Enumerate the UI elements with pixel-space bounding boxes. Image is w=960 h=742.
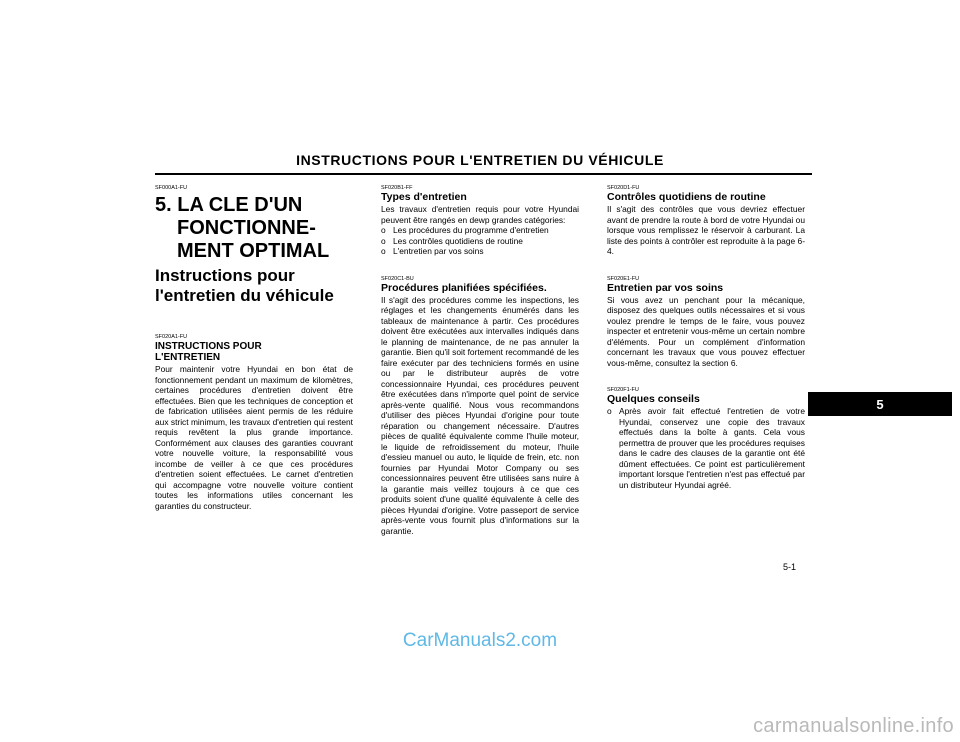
header-rule [155,173,812,175]
chapter-title-line-1: 5. LA CLE D'UN [155,194,303,216]
watermark-carmanualsonline: carmanualsonline.info [753,715,954,737]
section-body: Pour maintenir votre Hyundai en bon état de fonctionnement pendant un maximum de kilomètres, certaines procédures d'entretien doivent être effectuées. Bien que les techniques de conception et de fabrication utilisées aient permis de les réduire aux strict minimum, les travaux d'entretien qui restent requis revêtent la plus grande importance. Conformément aux clauses des garanties couvrant votre nouvelle voiture, la responsabilité vous incombe de veiller à ce que ces procédures d'entretien soient effectuées. Le carnet d'entretien qui accompagne votre nouvelle voiture contient toutes les informations utiles concernant les garanties du constructeur. [155,364,353,511]
bullet-mark: o [381,246,386,256]
chapter-subtitle-line-2: l'entretien du véhicule [155,286,334,305]
chapter-tab: 5 [808,392,952,416]
list-item-text: Les contrôles quotidiens de routine [393,235,523,246]
section-intro: Les travaux d'entretien requis pour votre Hyundai peuvent être rangés en dewp grandes catégories: [381,204,579,225]
section-code: SF020A1-FU [155,334,188,340]
section-code: SF020B1-FF [381,185,413,191]
section-title: Quelques conseils [607,393,700,405]
list-item [381,236,579,247]
section-types-entretien [381,185,579,257]
bullet-list [381,225,579,257]
section-code: SF020C1-BU [381,275,414,282]
list-item-text: Les procédures du programme d'entretien [393,225,549,235]
section-title-line-2: L'ENTRETIEN [155,352,221,363]
section-controles-quotidiens [607,185,805,257]
chapter-subtitle-line-1: Instructions pour [155,266,295,285]
section-code: SF020D1-FU [607,185,640,191]
column-middle [381,185,579,555]
section-code: SF020E1-FU [607,275,640,282]
list-item-text: Après avoir fait effectué l'entretien de votre Hyundai, conservez une copie des travaux effectués dans la boîte à gants. Cela vous permettra de prouver que les procédures requises dans le cadre des clauses de la garantie ont été dûment effectuées. Ce point est particulièrement important lorsque l'entretien n'est pas effectué par un distributeur Hyundai agréé. [619,406,805,490]
section-quelques-conseils [607,387,805,490]
section-entretien-par-vos-soins [607,276,805,369]
section-title-line-1: INSTRUCTIONS POUR [155,341,262,352]
chapter-code: SF000A1-FU [155,185,188,191]
section-code: SF020F1-FU [607,387,639,393]
list-item [381,225,579,236]
bullet-mark: o [607,406,612,416]
section-title: Entretien par vos soins [607,281,724,294]
list-item [607,406,805,490]
section-body: Si vous avez un penchant pour la mécanique, disposez des quelques outils nécessaires et si vous voulez prendre le temps de le faire, vous pouvez inspecter et entretenir vous-même un certain nombre d'éléments. Pour un complément d'information concernant les travaux que vous pouvez effectuer vous-même, consultez la section 6. [607,294,805,368]
section-body: Il s'agit des procédures comme les inspections, les réglages et les changements énumérés dans les tableaux de maintenance à partir. Ces procédures doivent être exécutées aux intervalles indiqués dans le planning de maintenance, de ne pas annuler la garantie. Bien qu'il soit fortement recommandé de les faire exécuter par des techniciens formés en usine ou par le distributeur auprès de votre concessionnaire Hyundai, ces procédures peuvent être exécutées dans n'importe quel point de service après-vente qualifié. Nous vous recommandons d'utiliser des pièces Hyundai d'origine pour toute réparation ou changement nécessaire. D'autres pièces de qualité équivalente comme l'huile moteur, le liquide de refroidissement du moteur, l'huile d'essieu manuel ou auto, le liquide de frein, etc. non fournies par Hyundai Motor Company ou ses concessionnaires peuvent être utilisées sans nuire à la garantie mais veillez toujours à ce que ces produits soient d'une qualité équivalente à celle des pièces Hyundai d'origine. Votre passeport de service après-vente vous fournit plus d'informations sur la garantie. [381,294,579,536]
section-title [155,341,353,363]
section-instructions [155,334,353,511]
bullet-mark: o [381,225,386,235]
bullet-mark: o [381,235,386,246]
watermark-carmanuals2: CarManuals2.com [402,630,558,651]
column-left [155,185,353,530]
chapter-title [155,194,353,263]
section-procedures-planifiees [381,276,579,537]
chapter-title-line-2: FONCTIONNE- [177,217,316,239]
chapter-subtitle [155,266,353,306]
section-title: Types d'entretien [381,191,467,203]
page-number: 5-1 [783,562,797,572]
list-item-text: L'entretien par vos soins [393,246,484,256]
page-header-title: INSTRUCTIONS POUR L'ENTRETIEN DU VÉHICULE [296,152,664,168]
chapter-title-line-3: MENT OPTIMAL [177,240,330,262]
bullet-list [607,406,805,490]
section-title: Procédures planifiées spécifiées. [381,281,547,294]
column-right [607,185,805,509]
section-body: Il s'agit des contrôles que vous devriez effectuer avant de prendre la route à bord de votre Hyundai ou lorsque vous remplissez le réservoir à carburant. La liste des points à contrôler est reproduite à la page 6-4. [607,204,805,256]
section-title: Contrôles quotidiens de routine [607,191,766,203]
list-item [381,246,579,257]
